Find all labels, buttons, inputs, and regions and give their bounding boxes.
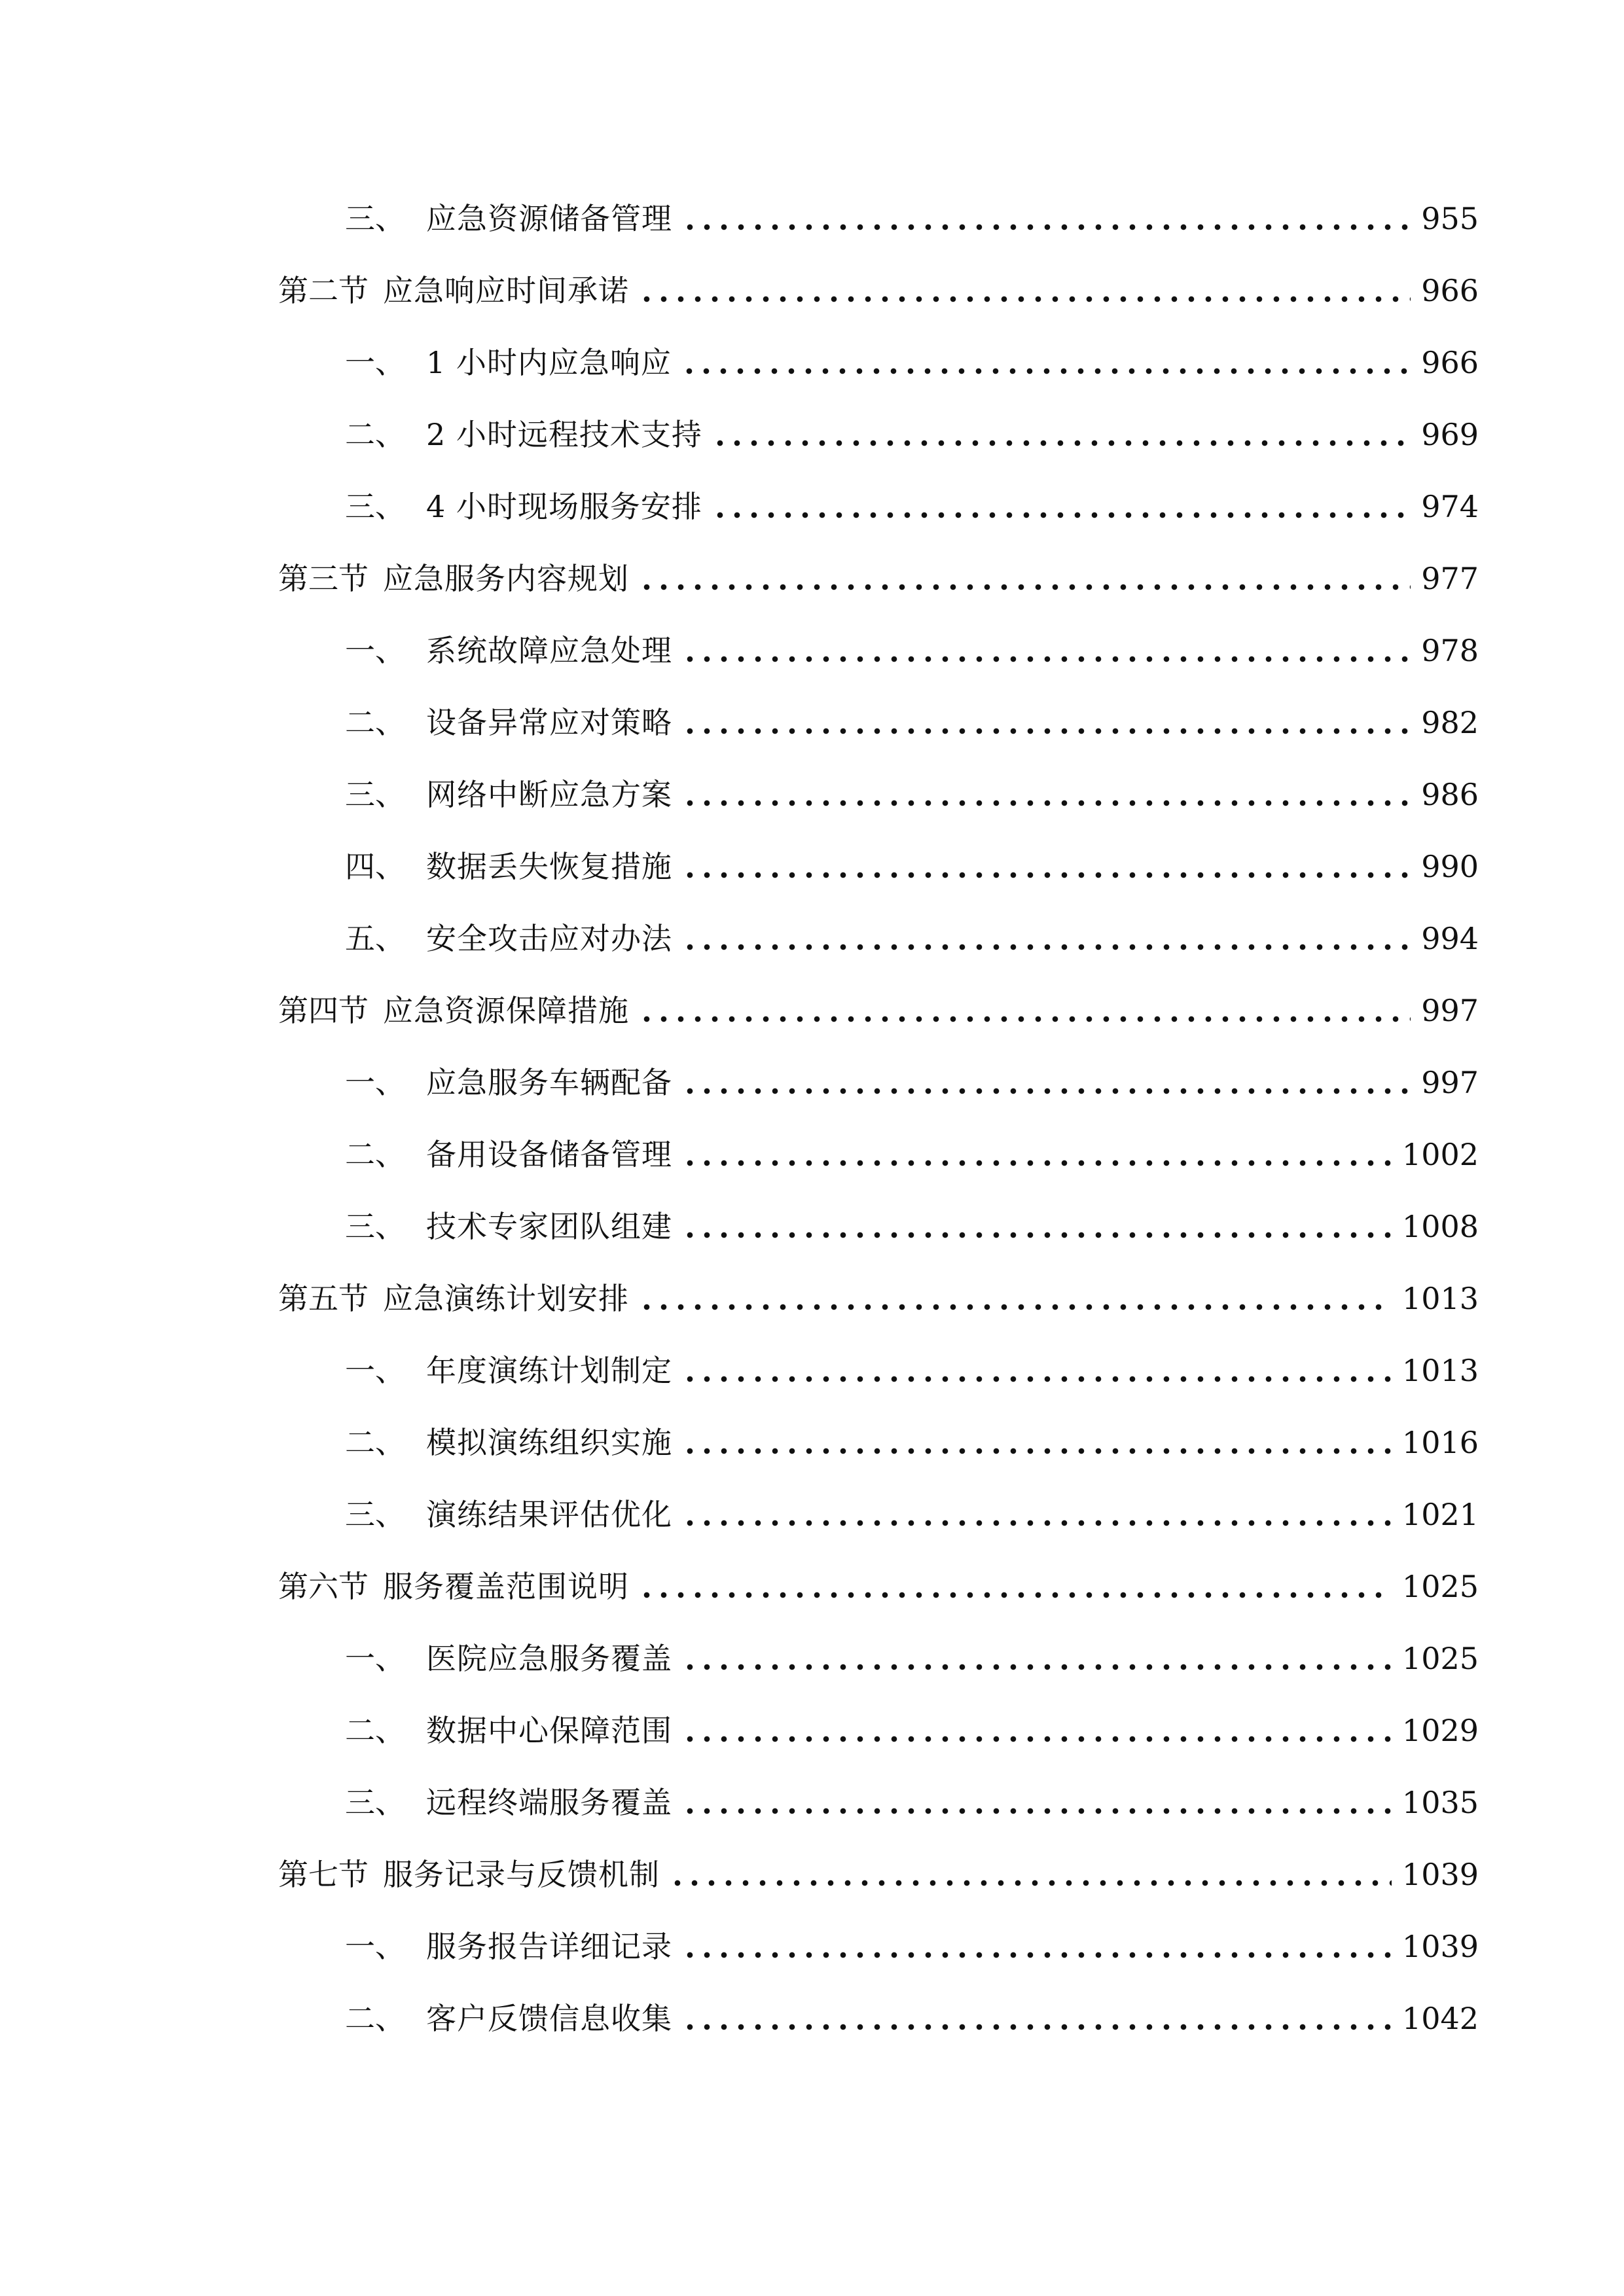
toc-entry-page: 997 <box>1421 1065 1479 1100</box>
toc-entry-page: 1039 <box>1401 1929 1479 1964</box>
toc-entry-title: 数据中心保障范围 <box>426 1713 672 1748</box>
toc-entry-number: 三、 <box>345 201 405 236</box>
toc-entry-number: 一、 <box>345 1641 405 1676</box>
dot-leader <box>681 797 1411 810</box>
toc-entry[interactable] <box>345 336 1479 389</box>
toc-entry-page: 1021 <box>1401 1497 1479 1532</box>
toc-entry-number: 一、 <box>345 1929 405 1964</box>
toc-entry-number: 三、 <box>345 489 405 524</box>
toc-entry[interactable] <box>345 1200 1479 1253</box>
toc-entry[interactable] <box>345 1776 1479 1829</box>
toc-entry-title: 1 小时内应急响应 <box>426 345 672 380</box>
dot-leader <box>638 1013 1411 1026</box>
toc-section-page: 966 <box>1421 273 1479 308</box>
dot-leader <box>681 725 1411 738</box>
toc-entry-number: 一、 <box>345 1065 405 1100</box>
toc-entry-page: 994 <box>1421 921 1479 956</box>
toc-entry-page: 978 <box>1421 633 1479 668</box>
dot-leader <box>681 365 1411 378</box>
toc-entry-page: 1013 <box>1401 1353 1479 1388</box>
toc-entry-title: 4 小时现场服务安排 <box>426 489 702 524</box>
toc-section-title: 应急资源保障措施 <box>383 993 629 1028</box>
toc-entry-title: 系统故障应急处理 <box>426 633 672 668</box>
toc-section[interactable] <box>278 552 1479 605</box>
toc-entry[interactable] <box>345 1128 1479 1181</box>
dot-leader <box>681 221 1411 234</box>
toc-entry-number: 二、 <box>345 2001 405 2036</box>
dot-leader <box>712 437 1411 450</box>
toc-entry[interactable] <box>345 480 1479 533</box>
dot-leader <box>638 1300 1392 1314</box>
toc-entry-title: 安全攻击应对办法 <box>426 921 672 956</box>
toc-entry-title: 设备异常应对策略 <box>426 705 672 740</box>
toc-entry-number: 二、 <box>345 417 405 452</box>
toc-section-number: 第七节 <box>278 1857 369 1892</box>
dot-leader <box>681 1948 1392 1962</box>
toc-entry-page: 1002 <box>1401 1137 1479 1172</box>
toc-entry-page: 1042 <box>1401 2001 1479 2036</box>
dot-leader <box>681 1804 1392 1818</box>
toc-entry[interactable] <box>345 1416 1479 1469</box>
toc-entry-page: 1008 <box>1401 1209 1479 1244</box>
toc-section-title: 服务记录与反馈机制 <box>383 1857 660 1892</box>
toc-section-page: 1025 <box>1401 1569 1479 1604</box>
dot-leader <box>638 581 1411 594</box>
toc-entry-page: 1025 <box>1401 1641 1479 1676</box>
dot-leader <box>712 509 1411 522</box>
toc-section-page: 1039 <box>1401 1857 1479 1892</box>
dot-leader <box>681 1444 1392 1458</box>
toc-entry-number: 五、 <box>345 921 405 956</box>
toc-entry[interactable] <box>345 1920 1479 1973</box>
toc-entry-title: 年度演练计划制定 <box>426 1353 672 1388</box>
toc-entry-page: 974 <box>1421 489 1479 524</box>
toc-entry-title: 客户反馈信息收集 <box>426 2001 672 2036</box>
toc-entry-number: 一、 <box>345 1353 405 1388</box>
toc-entry-number: 三、 <box>345 1785 405 1820</box>
toc-entry[interactable] <box>345 192 1479 245</box>
toc-entry-page: 969 <box>1421 417 1479 452</box>
dot-leader <box>681 869 1411 882</box>
toc-entry-title: 应急服务车辆配备 <box>426 1065 672 1100</box>
toc-entry-title: 备用设备储备管理 <box>426 1137 672 1172</box>
toc-entry-title: 演练结果评估优化 <box>426 1497 672 1532</box>
toc-entry-number: 一、 <box>345 633 405 668</box>
toc-entry-title: 2 小时远程技术支持 <box>426 417 702 452</box>
dot-leader <box>681 1732 1392 1746</box>
toc-entry-title: 技术专家团队组建 <box>426 1209 672 1244</box>
dot-leader <box>681 1516 1392 1530</box>
toc-section-title: 应急演练计划安排 <box>383 1281 629 1316</box>
toc-entry-page: 986 <box>1421 777 1479 812</box>
toc-section[interactable] <box>278 1560 1479 1613</box>
toc-entry-page: 955 <box>1421 201 1479 236</box>
toc-entry-title: 模拟演练组织实施 <box>426 1425 672 1460</box>
toc-entry-number: 一、 <box>345 345 405 380</box>
toc-entry[interactable] <box>345 624 1479 677</box>
toc-entry[interactable] <box>345 1344 1479 1397</box>
toc-section-number: 第二节 <box>278 273 369 308</box>
toc-section-number: 第三节 <box>278 561 369 596</box>
dot-leader <box>638 1588 1392 1602</box>
toc-entry-title: 网络中断应急方案 <box>426 777 672 812</box>
toc-section-page: 997 <box>1421 993 1479 1028</box>
toc-entry[interactable] <box>345 696 1479 749</box>
toc-entry-title: 数据丢失恢复措施 <box>426 849 672 884</box>
toc-section-title: 服务覆盖范围说明 <box>383 1569 629 1604</box>
toc-entry[interactable] <box>345 1056 1479 1109</box>
dot-leader <box>681 1660 1392 1674</box>
dot-leader <box>681 2020 1392 2034</box>
dot-leader <box>681 653 1411 666</box>
toc-section-title: 应急响应时间承诺 <box>383 273 629 308</box>
toc-section-number: 第六节 <box>278 1569 369 1604</box>
toc-entry-page: 966 <box>1421 345 1479 380</box>
toc-section[interactable] <box>278 1848 1479 1901</box>
toc-section[interactable] <box>278 984 1479 1037</box>
toc-entry-number: 四、 <box>345 849 405 884</box>
dot-leader <box>638 293 1411 306</box>
toc-entry-title: 远程终端服务覆盖 <box>426 1785 672 1820</box>
toc-entry[interactable] <box>345 1632 1479 1685</box>
toc-entry-title: 医院应急服务覆盖 <box>426 1641 672 1676</box>
toc-entry[interactable] <box>345 1992 1479 2045</box>
dot-leader <box>669 1876 1392 1890</box>
toc-section[interactable] <box>278 264 1479 317</box>
toc-entry-number: 二、 <box>345 1425 405 1460</box>
toc-entry-number: 二、 <box>345 1713 405 1748</box>
toc-section[interactable] <box>278 1272 1479 1325</box>
toc-entry[interactable] <box>345 1704 1479 1757</box>
toc-entry-page: 1016 <box>1401 1425 1479 1460</box>
dot-leader <box>681 1229 1392 1242</box>
toc-entry-number: 三、 <box>345 1209 405 1244</box>
toc-section-page: 977 <box>1421 561 1479 596</box>
toc-entry-page: 982 <box>1421 705 1479 740</box>
toc-entry[interactable] <box>345 912 1479 965</box>
dot-leader <box>681 941 1411 954</box>
dot-leader <box>681 1372 1392 1386</box>
toc-entry[interactable] <box>345 408 1479 461</box>
toc-entry-number: 二、 <box>345 705 405 740</box>
toc-section-number: 第五节 <box>278 1281 369 1316</box>
toc-entry-title: 服务报告详细记录 <box>426 1929 672 1964</box>
toc-entry[interactable] <box>345 768 1479 821</box>
toc-section-page: 1013 <box>1401 1281 1479 1316</box>
toc-section-title: 应急服务内容规划 <box>383 561 629 596</box>
toc-entry[interactable] <box>345 840 1479 893</box>
toc-entry-title: 应急资源储备管理 <box>426 201 672 236</box>
toc-entry[interactable] <box>345 1488 1479 1541</box>
dot-leader <box>681 1157 1392 1170</box>
toc-entry-page: 990 <box>1421 849 1479 884</box>
toc-section-number: 第四节 <box>278 993 369 1028</box>
toc-entry-page: 1029 <box>1401 1713 1479 1748</box>
toc-entry-number: 二、 <box>345 1137 405 1172</box>
toc-entry-number: 三、 <box>345 777 405 812</box>
dot-leader <box>681 1085 1411 1098</box>
toc-entry-number: 三、 <box>345 1497 405 1532</box>
toc-entry-page: 1035 <box>1401 1785 1479 1820</box>
